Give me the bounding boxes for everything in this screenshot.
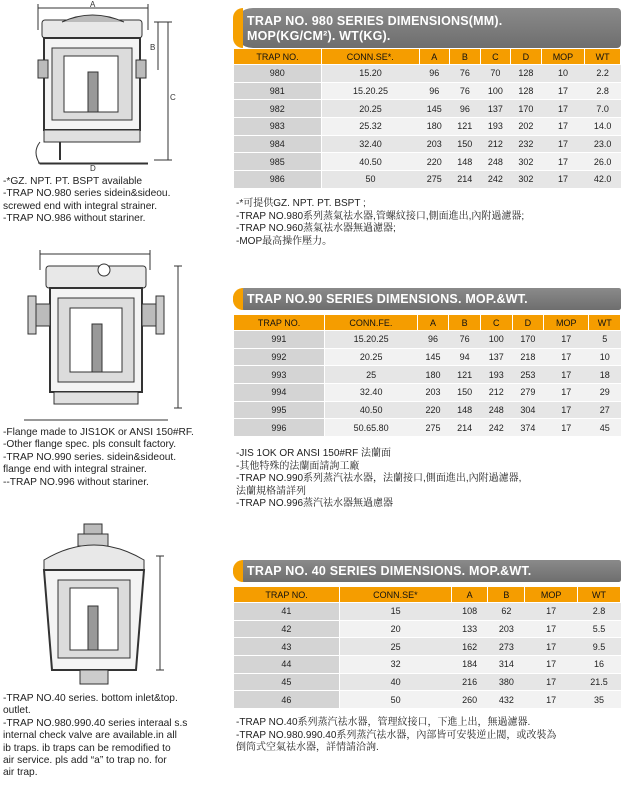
table-cell: 275 xyxy=(417,419,449,437)
table-cell: 380 xyxy=(488,673,525,691)
table-cell: 40.50 xyxy=(325,401,418,419)
left-note: ib traps. ib traps can be remodified to xyxy=(3,742,171,754)
table-cell: 17 xyxy=(525,603,578,621)
section-980-title-2: MOP(KG/CM²). WT(KG). xyxy=(247,29,391,43)
table-cell: 2.2 xyxy=(585,65,621,83)
table-cell: 17 xyxy=(544,384,589,402)
column-header: CONN.SE* xyxy=(340,587,452,603)
table-cell: 302 xyxy=(511,153,542,171)
table-cell: 374 xyxy=(512,419,544,437)
table-row xyxy=(234,419,621,437)
table-cell: 121 xyxy=(449,366,481,384)
table-cell: 150 xyxy=(450,135,481,153)
note: -TRAP NO.980系列蒸氣祛水器,管螺紋接口,側面進出,內附過濾器; xyxy=(236,210,525,222)
table-cell: 148 xyxy=(450,153,481,171)
column-header: MOP xyxy=(544,315,589,331)
table-cell: 70 xyxy=(480,65,511,83)
table-row xyxy=(234,401,621,419)
table-cell: 26.0 xyxy=(585,153,621,171)
table-cell: 432 xyxy=(488,691,525,709)
table-cell: 279 xyxy=(512,384,544,402)
left-note: -*GZ. NPT. PT. BSPT available xyxy=(3,176,143,187)
table-row xyxy=(234,620,621,638)
table-cell: 42.0 xyxy=(585,171,621,189)
table-cell: 996 xyxy=(234,419,325,437)
table-row xyxy=(234,638,621,656)
section-90-banner xyxy=(233,288,621,310)
note: -TRAP NO.996蒸汽祛水器無過慮器 xyxy=(236,498,394,510)
table-cell: 145 xyxy=(419,100,450,118)
table-row xyxy=(234,135,621,153)
column-header: TRAP NO. xyxy=(234,49,322,65)
table-cell: 10 xyxy=(589,348,621,366)
table-cell: 17 xyxy=(541,118,585,136)
table-cell: 302 xyxy=(511,171,542,189)
left-note: internal check valve are available.in all xyxy=(3,730,177,742)
table-cell: 35 xyxy=(578,691,621,709)
table-cell: 180 xyxy=(419,118,450,136)
table-cell: 202 xyxy=(511,118,542,136)
table-cell: 17 xyxy=(544,419,589,437)
table-cell: 32 xyxy=(340,656,452,674)
table-cell: 986 xyxy=(234,171,322,189)
table-cell: 17 xyxy=(544,366,589,384)
left-note: -Flange made to JIS1OK or ANSI 150#RF. xyxy=(3,427,194,438)
trap-980-drawing xyxy=(0,0,228,172)
table-cell: 14.0 xyxy=(585,118,621,136)
table-cell: 214 xyxy=(450,171,481,189)
table-row xyxy=(234,65,621,83)
left-note: -TRAP NO.40 series. bottom inlet&top. xyxy=(3,693,178,704)
left-note: air trap. xyxy=(3,767,38,779)
column-header: WT xyxy=(589,315,621,331)
table-cell: 133 xyxy=(451,620,488,638)
table-cell: 220 xyxy=(417,401,449,419)
column-header: B xyxy=(450,49,481,65)
note: 倒筒式空氣祛水器，詳情請洽詢. xyxy=(236,742,379,754)
notes-980 xyxy=(236,198,524,248)
table-cell: 20.25 xyxy=(322,100,420,118)
table-cell: 212 xyxy=(480,135,511,153)
table-cell: 128 xyxy=(511,82,542,100)
table-cell: 100 xyxy=(480,82,511,100)
left-note: -TRAP NO.980 series sidein&sideou. xyxy=(3,188,171,200)
table-cell: 96 xyxy=(417,331,449,349)
column-header: TRAP NO. xyxy=(234,315,325,331)
table-cell: 15.20 xyxy=(322,65,420,83)
table-row xyxy=(234,171,621,189)
table-cell: 15.20.25 xyxy=(322,82,420,100)
table-cell: 21.5 xyxy=(578,673,621,691)
table-cell: 5 xyxy=(589,331,621,349)
table-cell: 7.0 xyxy=(585,100,621,118)
column-header: A xyxy=(419,49,450,65)
table-cell: 20 xyxy=(340,620,452,638)
section-40 xyxy=(233,560,621,709)
table-cell: 232 xyxy=(511,135,542,153)
table-cell: 145 xyxy=(417,348,449,366)
table-cell: 40.50 xyxy=(322,153,420,171)
column-header: WT xyxy=(578,587,621,603)
table-cell: 218 xyxy=(512,348,544,366)
table-cell: 27 xyxy=(589,401,621,419)
table-cell: 17 xyxy=(544,331,589,349)
column-header: MOP xyxy=(525,587,578,603)
table-cell: 985 xyxy=(234,153,322,171)
table-cell: 50 xyxy=(322,171,420,189)
notes-90 xyxy=(236,448,521,511)
table-cell: 25 xyxy=(325,366,418,384)
left-notes-980 xyxy=(3,176,170,226)
notes-40 xyxy=(236,717,556,755)
column-header: C xyxy=(480,49,511,65)
table-row xyxy=(234,691,621,709)
table-cell: 9.5 xyxy=(578,638,621,656)
table-row xyxy=(234,348,621,366)
table-cell: 128 xyxy=(511,65,542,83)
table-cell: 248 xyxy=(480,401,512,419)
table-cell: 108 xyxy=(451,603,488,621)
table-cell: 180 xyxy=(417,366,449,384)
left-note: -TRAP NO.990 series. sidein&sideout. xyxy=(3,451,177,463)
note: -TRAP NO.40系列蒸汽祛水器，管理紋接口，下進上出，無過濾器. xyxy=(236,717,531,728)
dim-c-label: C xyxy=(170,93,176,102)
table-row xyxy=(234,673,621,691)
column-header: B xyxy=(488,587,525,603)
table-cell: 17 xyxy=(525,638,578,656)
table-cell: 96 xyxy=(419,65,450,83)
left-notes-40 xyxy=(3,693,187,780)
section-980-banner xyxy=(233,8,621,48)
table-cell: 16 xyxy=(578,656,621,674)
table-cell: 992 xyxy=(234,348,325,366)
column-header: MOP xyxy=(541,49,585,65)
table-row xyxy=(234,384,621,402)
table-cell: 5.5 xyxy=(578,620,621,638)
table-cell: 150 xyxy=(449,384,481,402)
table-cell: 2.8 xyxy=(585,82,621,100)
table-cell: 45 xyxy=(234,673,340,691)
table-cell: 25 xyxy=(340,638,452,656)
table-cell: 137 xyxy=(480,100,511,118)
note: -MOP最高操作壓力。 xyxy=(236,235,333,247)
column-header: D xyxy=(511,49,542,65)
table-cell: 94 xyxy=(449,348,481,366)
column-header: A xyxy=(417,315,449,331)
table-cell: 32.40 xyxy=(322,135,420,153)
table-980 xyxy=(233,48,621,189)
table-cell: 42 xyxy=(234,620,340,638)
table-row xyxy=(234,656,621,674)
table-cell: 984 xyxy=(234,135,322,153)
table-cell: 253 xyxy=(512,366,544,384)
table-cell: 50.65.80 xyxy=(325,419,418,437)
table-cell: 995 xyxy=(234,401,325,419)
section-90-title: TRAP NO.90 SERIES DIMENSIONS. MOP.&WT. xyxy=(247,292,528,306)
table-row xyxy=(234,603,621,621)
left-note: -Other flange spec. pls consult factory. xyxy=(3,439,177,451)
note: 法蘭規格請詳列 xyxy=(236,485,306,497)
left-note: flange end with integral strainer. xyxy=(3,464,147,476)
table-cell: 50 xyxy=(340,691,452,709)
dim-a-label: A xyxy=(90,0,96,9)
table-cell: 314 xyxy=(488,656,525,674)
column-header: WT xyxy=(585,49,621,65)
table-cell: 76 xyxy=(450,65,481,83)
table-cell: 993 xyxy=(234,366,325,384)
table-cell: 96 xyxy=(419,82,450,100)
column-header: TRAP NO. xyxy=(234,587,340,603)
table-cell: 994 xyxy=(234,384,325,402)
table-cell: 17 xyxy=(525,691,578,709)
table-90 xyxy=(233,314,621,437)
column-header: D xyxy=(512,315,544,331)
table-cell: 20.25 xyxy=(325,348,418,366)
table-row xyxy=(234,366,621,384)
note: -*可提供GZ. NPT. PT. BSPT ; xyxy=(236,198,366,209)
table-cell: 18 xyxy=(589,366,621,384)
column-header: A xyxy=(451,587,488,603)
trap-40-drawing xyxy=(0,520,228,690)
table-cell: 260 xyxy=(451,691,488,709)
column-header: C xyxy=(480,315,512,331)
section-90 xyxy=(233,288,621,437)
table-cell: 40 xyxy=(340,673,452,691)
table-cell: 982 xyxy=(234,100,322,118)
table-cell: 193 xyxy=(480,366,512,384)
table-cell: 275 xyxy=(419,171,450,189)
table-cell: 17 xyxy=(541,100,585,118)
left-note: outlet. xyxy=(3,705,31,717)
table-cell: 148 xyxy=(449,401,481,419)
left-note: air service. pls add “a” to trap no. for xyxy=(3,755,167,767)
table-cell: 184 xyxy=(451,656,488,674)
table-cell: 76 xyxy=(450,82,481,100)
table-cell: 203 xyxy=(417,384,449,402)
table-cell: 162 xyxy=(451,638,488,656)
table-row xyxy=(234,100,621,118)
column-header: CONN.SE*. xyxy=(322,49,420,65)
section-40-title: TRAP NO. 40 SERIES DIMENSIONS. MOP.&WT. xyxy=(247,564,532,578)
column-header: B xyxy=(449,315,481,331)
table-cell: 17 xyxy=(544,348,589,366)
table-cell: 41 xyxy=(234,603,340,621)
table-cell: 17 xyxy=(525,673,578,691)
table-cell: 273 xyxy=(488,638,525,656)
table-cell: 96 xyxy=(450,100,481,118)
table-cell: 76 xyxy=(449,331,481,349)
table-cell: 216 xyxy=(451,673,488,691)
table-cell: 17 xyxy=(525,656,578,674)
table-cell: 203 xyxy=(488,620,525,638)
table-cell: 25.32 xyxy=(322,118,420,136)
table-row xyxy=(234,153,621,171)
table-40 xyxy=(233,586,621,709)
note: -TRAP NO.980.990.40系列蒸汽祛水器，內部皆可安裝逆止閥，或改裝為 xyxy=(236,729,557,741)
table-cell: 17 xyxy=(541,171,585,189)
table-cell: 43 xyxy=(234,638,340,656)
table-cell: 17 xyxy=(525,620,578,638)
table-cell: 981 xyxy=(234,82,322,100)
table-cell: 983 xyxy=(234,118,322,136)
table-cell: 17 xyxy=(541,135,585,153)
table-cell: 62 xyxy=(488,603,525,621)
left-note: screwed end with integral strainer. xyxy=(3,200,158,212)
table-cell: 991 xyxy=(234,331,325,349)
section-980 xyxy=(233,8,621,189)
table-cell: 193 xyxy=(480,118,511,136)
table-cell: 121 xyxy=(450,118,481,136)
table-cell: 29 xyxy=(589,384,621,402)
table-cell: 45 xyxy=(589,419,621,437)
table-cell: 100 xyxy=(480,331,512,349)
trap-990-drawing xyxy=(0,248,228,426)
note: -JIS 1OK OR ANSI 150#RF 法蘭面 xyxy=(236,448,392,459)
note: -TRAP NO.990系列蒸汽祛水器，法蘭接口,側面進出,內附過濾器, xyxy=(236,473,522,485)
table-cell: 10 xyxy=(541,65,585,83)
table-row xyxy=(234,331,621,349)
table-cell: 248 xyxy=(480,153,511,171)
table-cell: 212 xyxy=(480,384,512,402)
table-cell: 23.0 xyxy=(585,135,621,153)
table-cell: 17 xyxy=(541,153,585,171)
dim-b-label: B xyxy=(150,43,156,52)
table-cell: 17 xyxy=(544,401,589,419)
section-40-banner xyxy=(233,560,621,582)
table-cell: 32.40 xyxy=(325,384,418,402)
table-cell: 220 xyxy=(419,153,450,171)
column-header: CONN.FE. xyxy=(325,315,418,331)
table-row xyxy=(234,82,621,100)
table-row xyxy=(234,118,621,136)
section-980-title-1: TRAP NO. 980 SERIES DIMENSIONS(MM). xyxy=(247,14,503,28)
table-cell: 980 xyxy=(234,65,322,83)
dim-d-label: D xyxy=(90,164,96,172)
table-cell: 170 xyxy=(512,331,544,349)
left-notes-90 xyxy=(3,427,194,489)
table-cell: 17 xyxy=(541,82,585,100)
note: -其他特殊的法蘭面請詢工廠 xyxy=(236,460,360,472)
table-cell: 2.8 xyxy=(578,603,621,621)
table-cell: 242 xyxy=(480,419,512,437)
left-note: --TRAP NO.996 without stariner. xyxy=(3,476,149,488)
table-cell: 242 xyxy=(480,171,511,189)
left-note: -TRAP NO.986 without stariner. xyxy=(3,213,146,225)
table-cell: 46 xyxy=(234,691,340,709)
note: -TRAP NO.960蒸氣祛水器無過濾器; xyxy=(236,223,396,235)
left-note: -TRAP NO.980.990.40 series interaal s.s xyxy=(3,717,188,729)
table-cell: 214 xyxy=(449,419,481,437)
table-cell: 203 xyxy=(419,135,450,153)
table-cell: 137 xyxy=(480,348,512,366)
table-cell: 304 xyxy=(512,401,544,419)
table-cell: 44 xyxy=(234,656,340,674)
table-cell: 15 xyxy=(340,603,452,621)
table-cell: 15.20.25 xyxy=(325,331,418,349)
table-cell: 170 xyxy=(511,100,542,118)
